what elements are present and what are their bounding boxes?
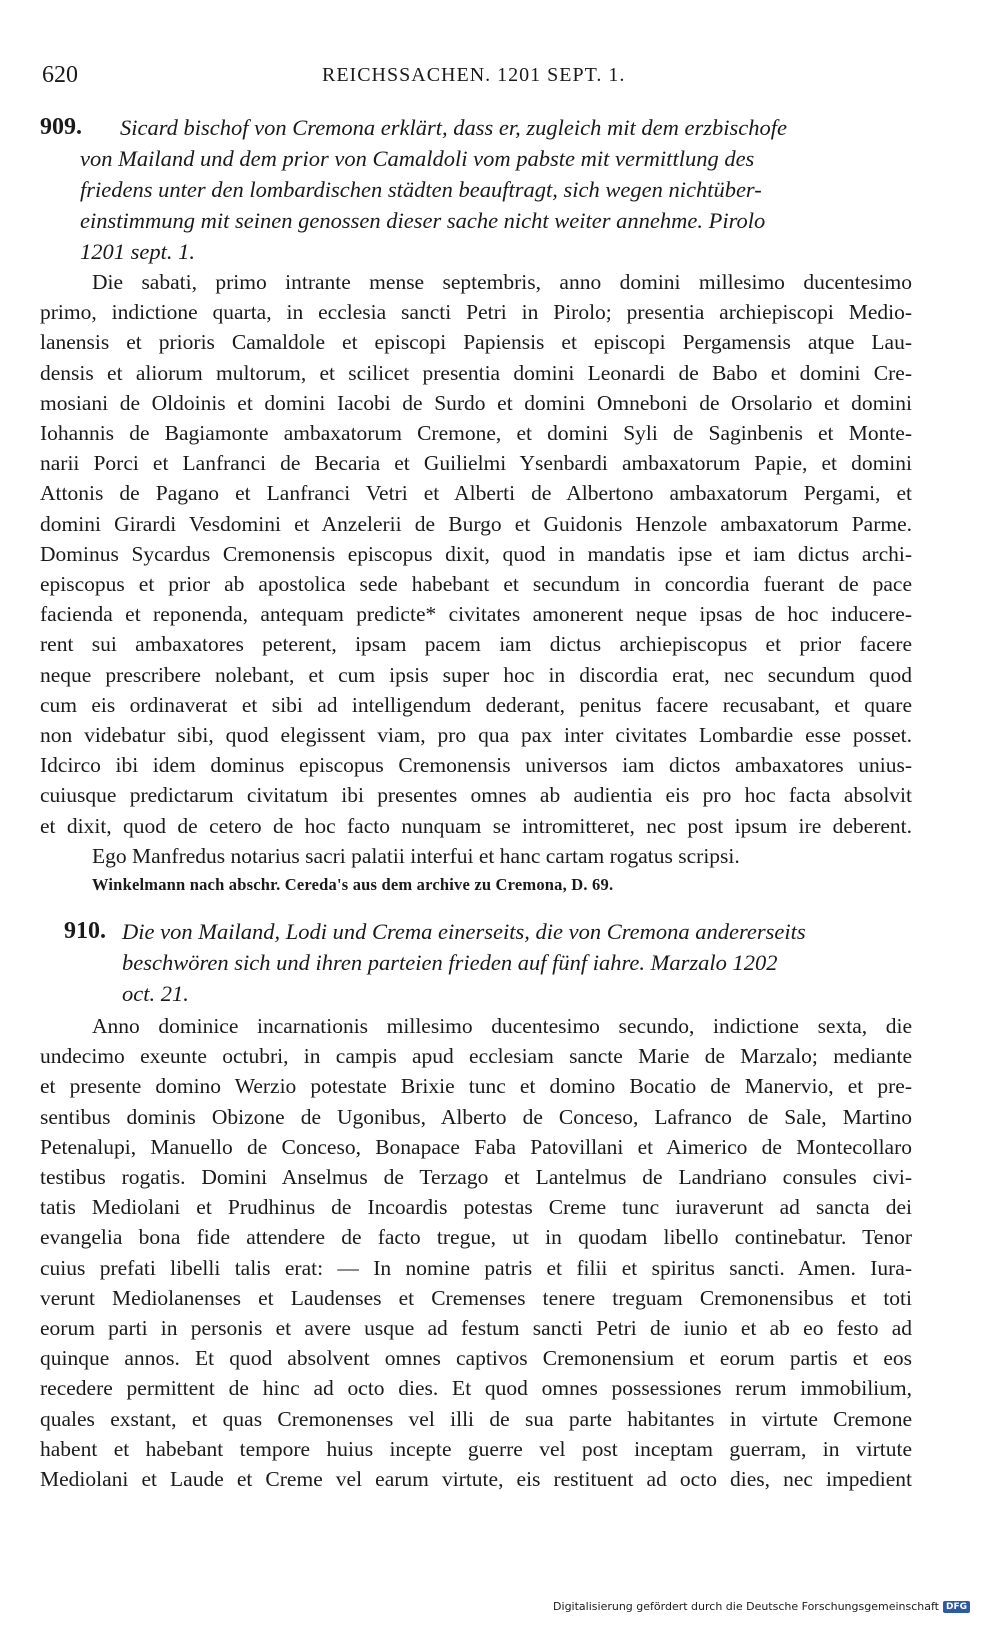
charter-910 xyxy=(40,916,912,1494)
summary-line: oct. 21. xyxy=(122,981,189,1006)
page-number: 620 xyxy=(42,62,78,88)
summary-line: einstimmung mit seinen genossen dieser sache nicht weiter annehme. Pirolo xyxy=(80,208,766,233)
text-line: undecimo exeunte octubri, in campis apud ecclesiam sancte Marie de Marzalo; mediante xyxy=(40,1044,912,1069)
summary-line: Die von Mailand, Lodi und Crema einerseits, die von Cremona andererseits xyxy=(122,919,806,944)
text-line: domini Girardi Vesdomini et Anzelerii de Burgo et Guidonis Henzole ambaxatorum Parme. xyxy=(40,511,912,536)
text-line: episcopus et prior ab apostolica sede habebant et secundum in concordia fuerant de pace xyxy=(40,572,912,597)
text-line: Dominus Sycardus Cremonensis episcopus dixit, quod in mandatis ipse et iam dictus archi- xyxy=(40,541,912,566)
text-line: non videbatur sibi, quod elegissent viam, pro qua pax inter civitates Lombardie esse posset. xyxy=(40,723,912,748)
text-line: facienda et reponenda, antequam predicte* civitates amonerent neque ipsas de hoc inducere- xyxy=(40,602,912,627)
summary-line: von Mailand und dem prior von Camaldoli vom pabste mit vermittlung des xyxy=(80,146,755,171)
notary-subscription: Ego Manfredus notarius sacri palatii interfui et hanc cartam rogatus scripsi. xyxy=(92,843,740,868)
text-line: rent sui ambaxatores peterent, ipsam pacem iam dictus archiepiscopus et prior facere xyxy=(40,632,912,657)
charter-number: 909. xyxy=(40,114,82,140)
text-line: recedere permittent de hinc ad octo dies. Et quod omnes possessiones rerum immobilium, xyxy=(40,1376,912,1401)
text-line: Die sabati, primo intrante mense septembris, anno domini millesimo ducentesimo xyxy=(92,270,912,294)
page-header xyxy=(42,62,912,92)
text-line: Iohannis de Bagiamonte ambaxatorum Cremone, et domini Syli de Saginbenis et Monte- xyxy=(40,421,912,446)
text-line: Mediolani et Laude et Creme vel earum virtute, eis restituent ad octo dies, nec impedient xyxy=(40,1467,912,1492)
text-line: testibus rogatis. Domini Anselmus de Terzago et Lantelmus de Landriano consules civi- xyxy=(40,1165,912,1190)
text-line: Anno dominice incarnationis millesimo ducentesimo secundo, indictione sexta, die xyxy=(92,1014,912,1038)
text-line: et dixit, quod de cetero de hoc facto nunquam se intromitteret, nec post ipsum ire deberent. xyxy=(40,813,912,838)
summary-line: beschwören sich und ihren parteien frieden auf fünf iahre. Marzalo 1202 xyxy=(122,950,778,975)
charter-909-text xyxy=(40,267,912,871)
text-line: neque prescribere nolebant, et cum ipsis super hoc in discordia erat, nec secundum quod xyxy=(40,662,912,687)
text-line: primo, indictione quarta, in ecclesia sancti Petri in Pirolo; presentia archiepiscopi Medio- xyxy=(40,300,912,325)
text-line: cuius prefati libelli talis erat: — In nomine patris et filii et spiritus sancti. Amen. Iura- xyxy=(40,1255,912,1280)
summary-line: Sicard bischof von Cremona erklärt, dass er, zugleich mit dem erzbischofe xyxy=(120,115,788,140)
text-line: quinque annos. Et quod absolvent omnes captivos Cremonensium et eorum partis et eos xyxy=(40,1346,912,1371)
charter-910-text xyxy=(40,1011,912,1494)
digitization-footer xyxy=(553,1600,970,1613)
text-line: densis et aliorum multorum, et scilicet presentia domini Leonardi de Babo et domini Cre- xyxy=(40,360,912,385)
text-line: sentibus dominis Obizone de Ugonibus, Alberto de Conceso, Lafranco de Sale, Martino xyxy=(40,1104,912,1129)
text-line: Petenalupi, Manuello de Conceso, Bonapace Faba Patovillani et Aimerico de Montecollaro xyxy=(40,1134,912,1159)
charter-910-summary xyxy=(40,916,912,1009)
text-line: evangelia bona fide attendere de facto tregue, ut in quodam libello continebatur. Tenor xyxy=(40,1225,912,1250)
charter-909-summary xyxy=(40,112,912,267)
running-head: REICHSSACHEN. 1201 SEPT. 1. xyxy=(322,64,626,86)
footer-credit: Digitalisierung gefördert durch die Deutsche Forschungsgemeinschaft xyxy=(553,1600,939,1613)
text-line: narii Porci et Lanfranci de Becaria et Guilielmi Ysenbardi ambaxatorum Papie, et domini xyxy=(40,451,912,476)
summary-line: friedens unter den lombardischen städten beauftragt, sich wegen nichtüber- xyxy=(80,177,762,202)
text-line: habent et habebant tempore huius incepte guerre vel post inceptam guerram, in virtute xyxy=(40,1436,912,1461)
text-line: et presente domino Werzio potestate Brixie tunc et domino Bocatio de Manervio, et pre- xyxy=(40,1074,912,1099)
text-line: cuiusque predictarum civitatum ibi presentes omnes ab audientia eis pro hoc facta absolvit xyxy=(40,783,912,808)
summary-line: 1201 sept. 1. xyxy=(80,239,195,264)
dfg-logo: DFG xyxy=(943,1601,970,1613)
text-line: Idcirco ibi idem dominus episcopus Cremonensis universos iam dictos ambaxatores unius- xyxy=(40,753,912,778)
charter-909 xyxy=(40,112,912,895)
text-line: lanensis et prioris Camaldole et episcopi Papiensis et episcopi Pergamensis atque Lau- xyxy=(40,330,912,355)
text-line: tatis Mediolani et Prudhinus de Incoardis potestas Creme tunc iuraverunt ad sancta dei xyxy=(40,1195,912,1220)
charter-number: 910. xyxy=(64,918,106,944)
text-line: Attonis de Pagano et Lanfranci Vetri et Alberti de Albertono ambaxatorum Pergami, et xyxy=(40,481,912,506)
text-line: eorum parti in personis et avere usque ad festum sancti Petri de iunio et ab eo festo ad xyxy=(40,1316,912,1341)
text-line: verunt Mediolanenses et Laudenses et Cremenses tenere treguam Cremonensibus et toti xyxy=(40,1285,912,1310)
text-line: cum eis ordinaverat et sibi ad intelligendum dederant, penitus facere recusabant, et quare xyxy=(40,692,912,717)
text-line: mosiani de Oldoinis et domini Iacobi de Surdo et domini Omneboni de Orsolario et domini xyxy=(40,390,912,415)
source-note: Winkelmann nach abschr. Cereda's aus dem archive zu Cremona, D. 69. xyxy=(92,875,614,895)
text-line: quales exstant, et quas Cremonenses vel illi de sua parte habitantes in virtute Cremone xyxy=(40,1406,912,1431)
